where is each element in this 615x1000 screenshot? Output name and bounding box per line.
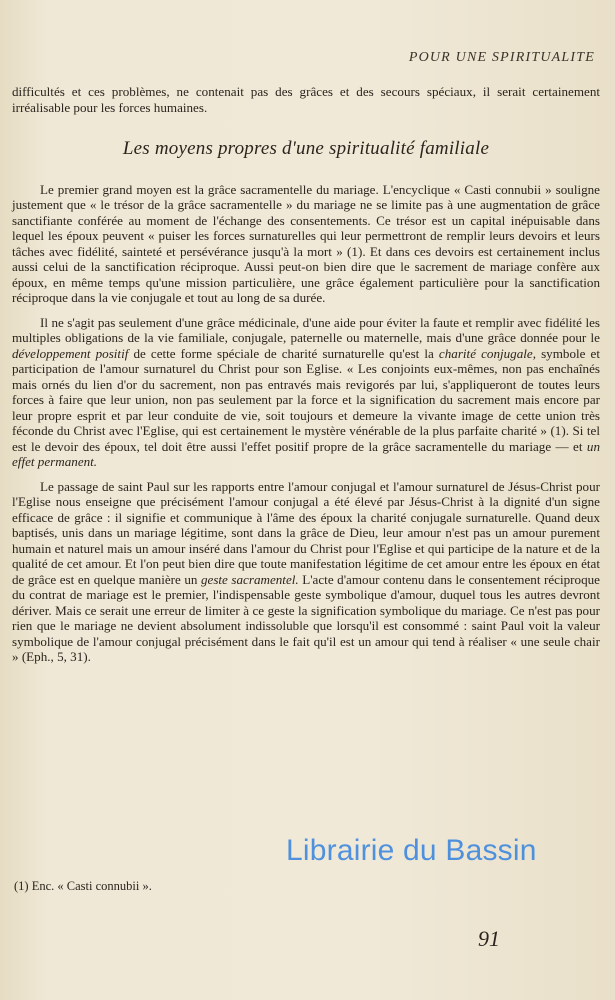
- footnote: (1) Enc. « Casti connubii ».: [14, 879, 152, 893]
- paragraph-3-text-b: L'acte d'amour contenu dans le consentement réciproque du contrat de mariage est le premier, l'indispensable geste symbolique d'amour, duquel tous les autres devront dériver. Mais ce serait une erreur de limiter à ce geste la signification symbolique du mariage. Ce n'est pas pour rien que le mariage ne devient absolument indissoluble que lorsqu'il est consommé : saint Paul voit la valeur symbolique de l'amour conjugal précisément dans le fait qu'il est un amour qui tend à réaliser « une seule chair » (Eph., 5, 31).: [12, 571, 600, 664]
- paragraph-3-text-a: Le passage de saint Paul sur les rapports entre l'amour conjugal et l'amour surnaturel de Jésus-Christ pour l'Eglise nous enseigne que précisément l'amour conjugal a été élevé par Jésus-Christ à la dignité d'un signe efficace de grâce : il signifie et communique à l'âme des époux la charité conjugale surnaturelle. Quand deux baptisés, unis dans un mariage légitime, sont dans la grâce de Dieu, leur amour n'est pas un amour purement humain et naturel mais un amour inséré dans l'amour du Christ pour l'Eglise et qui participe de la nature et de la qualité de cet amour. Et l'on peut bien dire que toute manifestation légitime de cet amour entre les époux en état de grâce est en quelque manière un: [12, 478, 600, 587]
- paragraph-3: [12, 479, 600, 665]
- body-text: [12, 84, 600, 665]
- page-number: 91: [478, 926, 500, 951]
- paragraph-1: Le premier grand moyen est la grâce sacramentelle du mariage. L'encyclique « Casti connubii » souligne justement que « le trésor de la grâce sacramentelle » du mariage ne se limite pas à une augmentation de grâce sanctifiante conférée au moment de l'échange des consentements. Ce trésor est un capital inépuisable dans lequel les époux peuvent « puiser les forces surnaturelles qui leur permettront de remplir leurs devoirs et leurs tâches avec fidélité, sainteté et persévérance jusqu'à la mort » (1). Et dans ces devoirs est certainement inclus aussi celui de la sanctification réciproque. Aussi peut-on bien dire que le sacrement de mariage confère aux époux, en même temps qu'une mission particulière, une grâce également particulière pour la sanctification réciproque dans la vie conjugale et tout au long de sa durée.: [12, 181, 600, 305]
- paragraph-2-text-c: symbole et participation de l'amour surnaturel du Christ pour son Eglise. « Les conjoints eux-mêmes, non pas enchaînés mais ornés du lien d'or du sacrement, non pas entravés mais revigorés par lui, s'appliqueront de toutes leurs forces à faire que leur union, non pas seulement par la force et la signification du sacrement mais encore par leur propre esprit et par leur conduite de vie, soit toujours et demeure la vivante image de cette union très féconde du Christ avec l'Eglise, qui est certainement le mystère vénérable de la plus parfaite charité » (1). Si tel est le devoir des époux, tel doit être aussi l'effet positif propre de la grâce sacramentelle du mariage — et: [12, 345, 600, 454]
- watermark: Librairie du Bassin: [286, 834, 537, 867]
- paragraph-3-emphasis-a: geste sacramentel.: [200, 571, 299, 587]
- paragraph-2-emphasis-a: développement positif: [12, 345, 129, 361]
- running-head: POUR UNE SPIRITUALITE: [408, 50, 595, 65]
- paragraph-2-emphasis-b: charité conjugale,: [438, 345, 536, 361]
- paragraph-2-text-b: de cette forme spéciale de charité surnaturelle qu'est la: [128, 345, 439, 361]
- section-title: Les moyens propres d'une spiritualité familiale: [122, 138, 490, 159]
- intro-paragraph: difficultés et ces problèmes, ne contenait pas des grâces et des secours spéciaux, il serait certainement irréalisable pour les forces humaines.: [12, 84, 600, 115]
- paragraph-2-emphasis-c: un effet permanent.: [12, 438, 600, 469]
- paragraph-2: [12, 315, 600, 470]
- paragraph-2-text-a: Il ne s'agit pas seulement d'une grâce médicinale, d'une aide pour éviter la faute et remplir avec fidélité les multiples obligations de la vie familiale, conjugale, paternelle ou maternelle, mais d'une grâce donnée pour le: [12, 314, 600, 345]
